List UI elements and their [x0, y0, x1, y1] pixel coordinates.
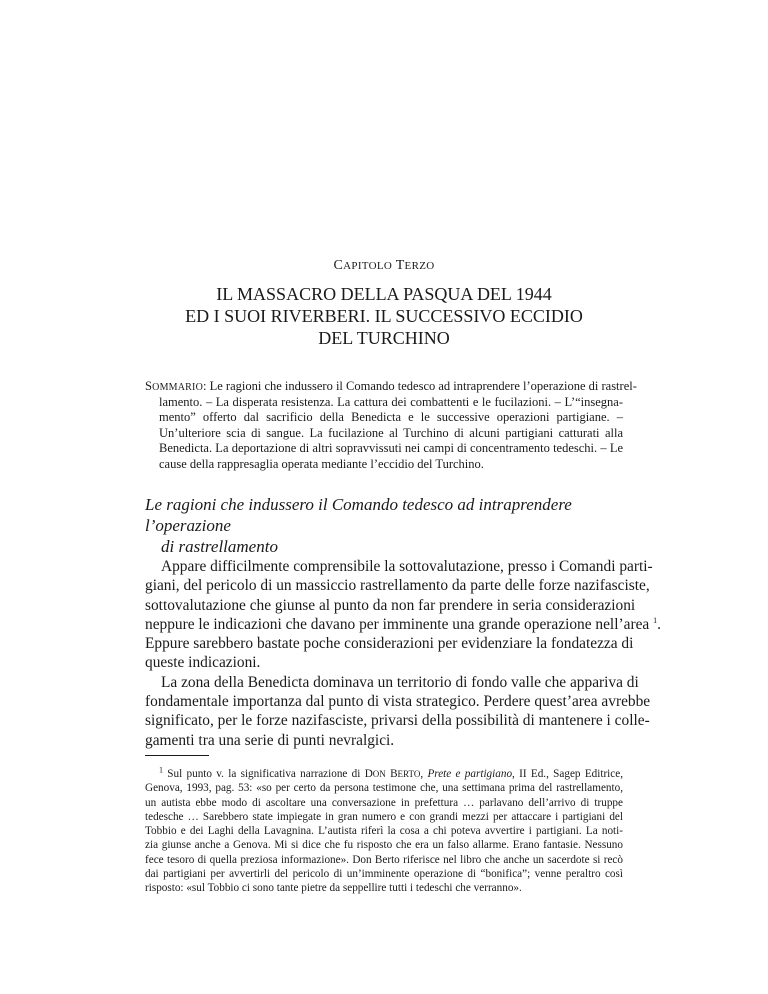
footnote-book-title: Prete e partigiano [427, 768, 513, 780]
body-line: La zona della Benedicta dominava un territorio di fondo valle che appariva di [161, 673, 639, 691]
body-line: neppure le indicazioni che davano per imminente una grande operazione nell’area $^1$. [145, 615, 661, 633]
body-line: Appare difficilmente comprensibile la sottovalutazione, presso i Comandi parti- [161, 558, 653, 575]
body-line: Eppure sarebbero bastate poche considerazioni per evidenziare la fondatezza di [145, 635, 634, 653]
chapter-title-line: DEL TURCHINO [318, 328, 450, 348]
footnote-line: fece tesoro di quella preziosa informazione». Don Berto riferisce nel libro che anche un sacerdote si recò [145, 853, 623, 866]
summary-line: cause della rappresaglia operata mediante l’eccidio del Turchino. [159, 456, 484, 471]
footnote-line: tedesche … Sarebbero state impiegate in gran numero e con grandi mezzi per attaccare i partigiani del [145, 810, 623, 823]
summary-line: mento” offerto dal sacrificio della Benedicta e le successive operazioni partigiane. – [159, 410, 623, 425]
footnote-number: 1 [159, 765, 163, 775]
footnote-line: dai partigiani per avvertirli del pericolo di un’imminente operazione di “bonifica”; venne peraltro così [145, 868, 623, 881]
footnote-line: un autista ebbe modo di ascoltare una conversazione in prefettura … parlavano dell’arrivo di truppe [145, 796, 623, 809]
summary-line: Benedicta. La deportazione di altri sopravvissuti nei campi di concentramento tedeschi. – Le [159, 441, 623, 456]
chapter-title [0, 283, 768, 349]
chapter-title-line: ED I SUOI RIVERBERI. IL SUCCESSIVO ECCIDIO [185, 306, 583, 326]
chapter-title-line: IL MASSACRO DELLA PASQUA DEL 1944 [216, 284, 552, 304]
body-line: fondamentale importanza dal punto di vista strategico. Perdere quest’area avrebbe [145, 693, 651, 711]
body-line: gamenti tra una serie di punti nevralgici. [145, 731, 395, 749]
section-heading: Le ragioni che indussero il Comando tedesco ad intraprendere l’operazione di rastrellamento [145, 495, 572, 556]
body-line: giani, del pericolo di un massiccio rastrellamento da parte delle forze nazifasciste, [145, 577, 650, 595]
body-line: queste indicazioni. [145, 654, 261, 672]
footnote-reference[interactable]: 1 [653, 615, 658, 625]
body-line: sottovalutazione che giunse al punto da non far prendere in seria considerazioni [145, 596, 636, 614]
footnote-line: $^1$ Sul punto v. la significativa narrazione di DON BERTO, Prete e partigiano, II Ed., Sagep Editrice, [159, 765, 624, 780]
body-text [145, 557, 661, 750]
chapter-summary [145, 379, 637, 473]
summary-line: SOMMARIO: Le ragioni che indussero il Comando tedesco ad intraprendere l’operazione di rastrel- [145, 379, 637, 393]
summary-heading: SOMMARIO [145, 379, 204, 393]
footnote-author: DON BERTO [364, 768, 421, 780]
footnote-separator [145, 755, 209, 756]
footnote-line: Genova, 1993, pag. 53: «so per certo da persona testimone che, una settimana prima del rastrellamento, [145, 782, 623, 795]
summary-line: Un’ulteriore scia di sangue. La fucilazione al Turchino di alcuni partigiani catturati alla [159, 425, 623, 440]
footnote-line: Tobbio e dei Laghi della Lavagnina. L’autista riferì la cosa a chi poteva avvertire i partigiani. La noti- [145, 825, 623, 838]
footnote-line: zia giunse anche a Genova. Mi si dice che fu risposto che era un falso allarme. Erano fantasie. Nessuno [145, 839, 623, 852]
chapter-label: CAPITOLO TERZO [333, 258, 435, 273]
footnotes [145, 767, 623, 896]
summary-line: lamento. – La disperata resistenza. La cattura dei combattenti e le fucilazioni. – L’“insegna- [159, 394, 623, 409]
footnote-line: risposto: «sul Tobbio ci sono tante pietre da seppellire tutti i tedeschi che verranno». [145, 882, 522, 895]
body-line: significato, per le forze nazifasciste, privarsi della possibilità di mantenere i colle- [145, 712, 650, 730]
